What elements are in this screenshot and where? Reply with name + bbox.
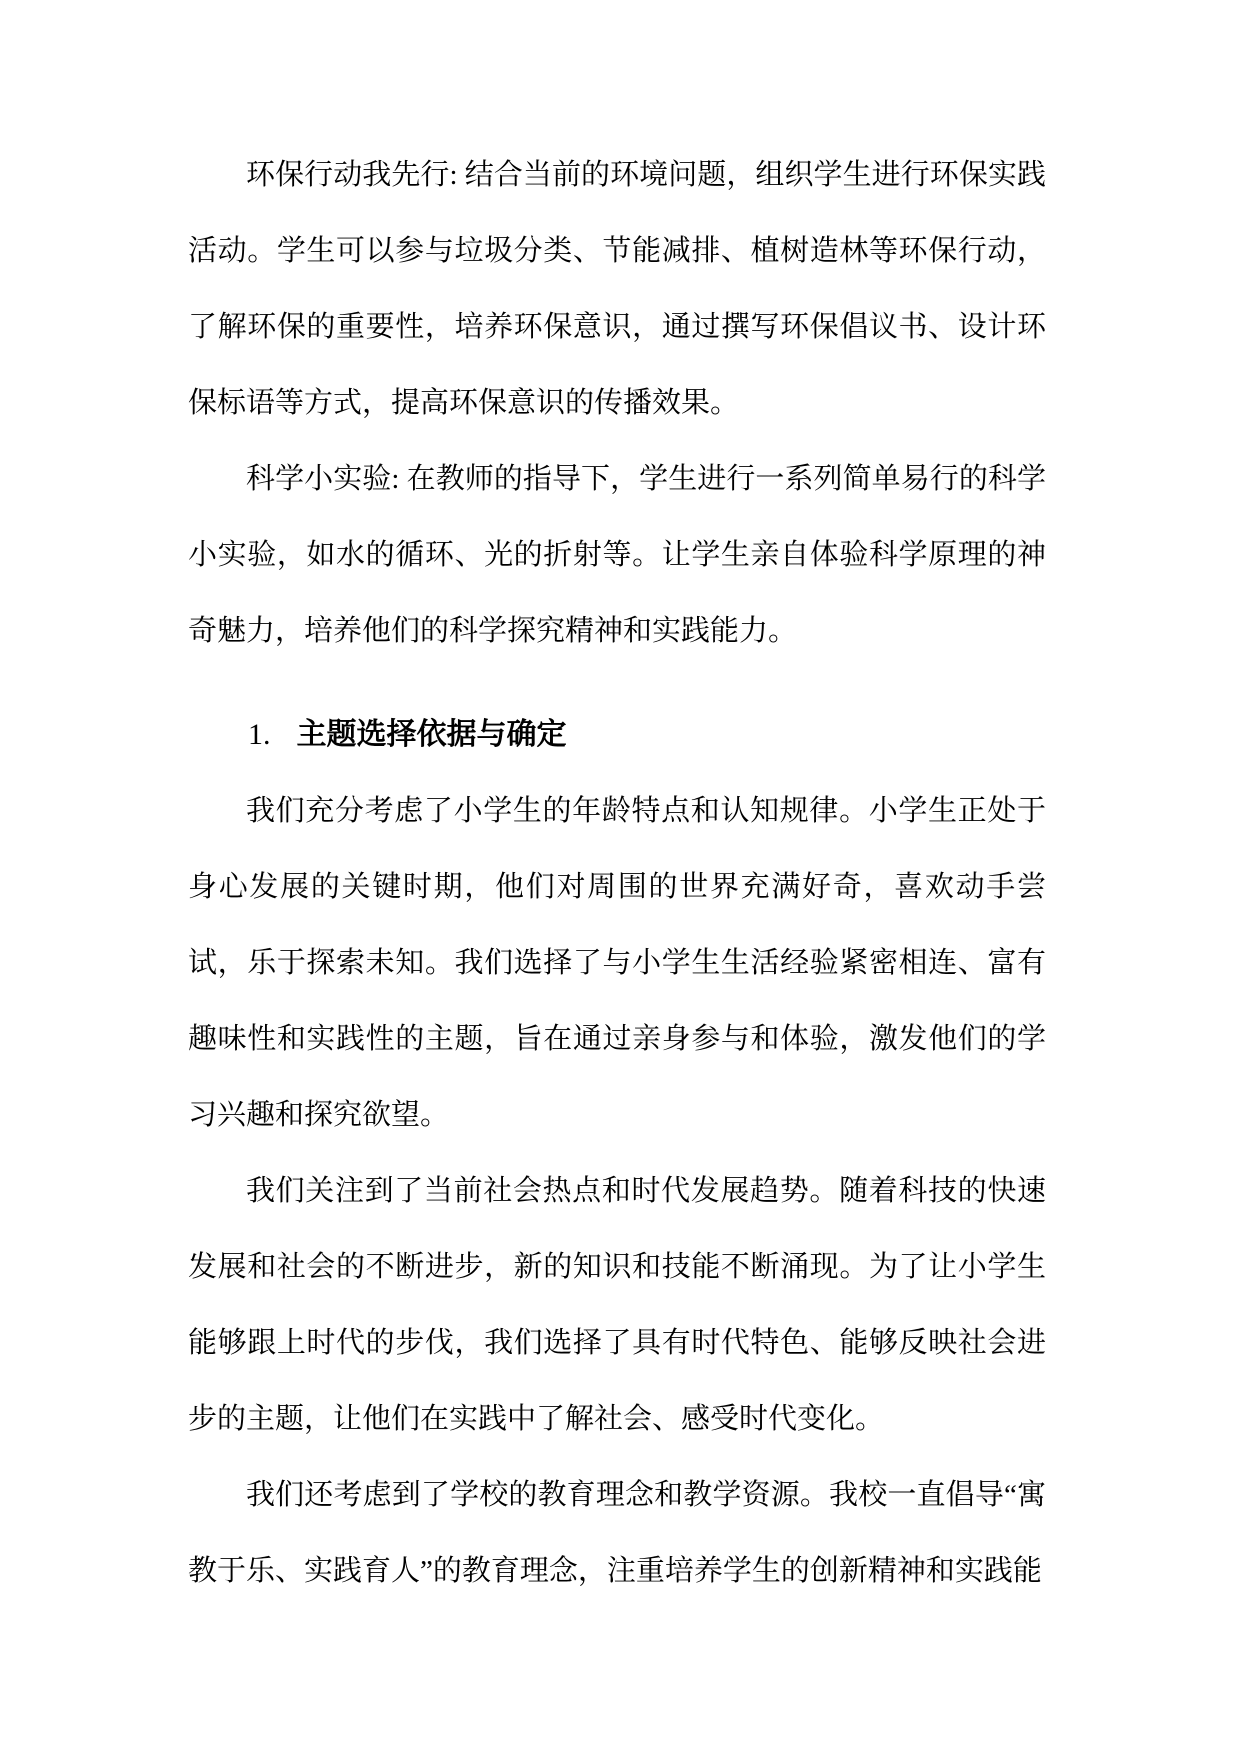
paragraph-science-experiment: 科学小实验: 在教师的指导下，学生进行一系列简单易行的科学小实验，如水的循环、光的折射等。让学生亲自体验科学原理的神奇魅力，培养他们的科学探究精神和实践能力。 <box>188 463 1046 647</box>
heading-text: 主题选择依据与确定 <box>296 718 567 751</box>
paragraph-school-philosophy: 我们还考虑到了学校的教育理念和教学资源。我校一直倡导“寓教于乐、实践育人”的教育理念，注重培养学生的创新精神和实践能 <box>188 1479 1046 1587</box>
section-heading-theme-selection <box>188 697 1046 773</box>
paragraph-env-action: 环保行动我先行: 结合当前的环境问题，组织学生进行环保实践活动。学生可以参与垃圾分类、节能减排、植树造林等环保行动，了解环保的重要性，培养环保意识，通过撰写环保倡议书、设计环保标语等方式，提高环保意识的传播效果。 <box>188 159 1046 419</box>
heading-number: 1. <box>248 718 271 751</box>
paragraph-social-trends: 我们关注到了当前社会热点和时代发展趋势。随着科技的快速发展和社会的不断进步，新的知识和技能不断涌现。为了让小学生能够跟上时代的步伐，我们选择了具有时代特色、能够反映社会进步的主题，让他们在实践中了解社会、感受时代变化。 <box>188 1175 1046 1435</box>
paragraph-age-characteristics: 我们充分考虑了小学生的年龄特点和认知规律。小学生正处于身心发展的关键时期，他们对周围的世界充满好奇，喜欢动手尝试，乐于探索未知。我们选择了与小学生生活经验紧密相连、富有趣味性和实践性的主题，旨在通过亲身参与和体验，激发他们的学习兴趣和探究欲望。 <box>188 795 1046 1131</box>
document-page <box>188 137 1046 1609</box>
